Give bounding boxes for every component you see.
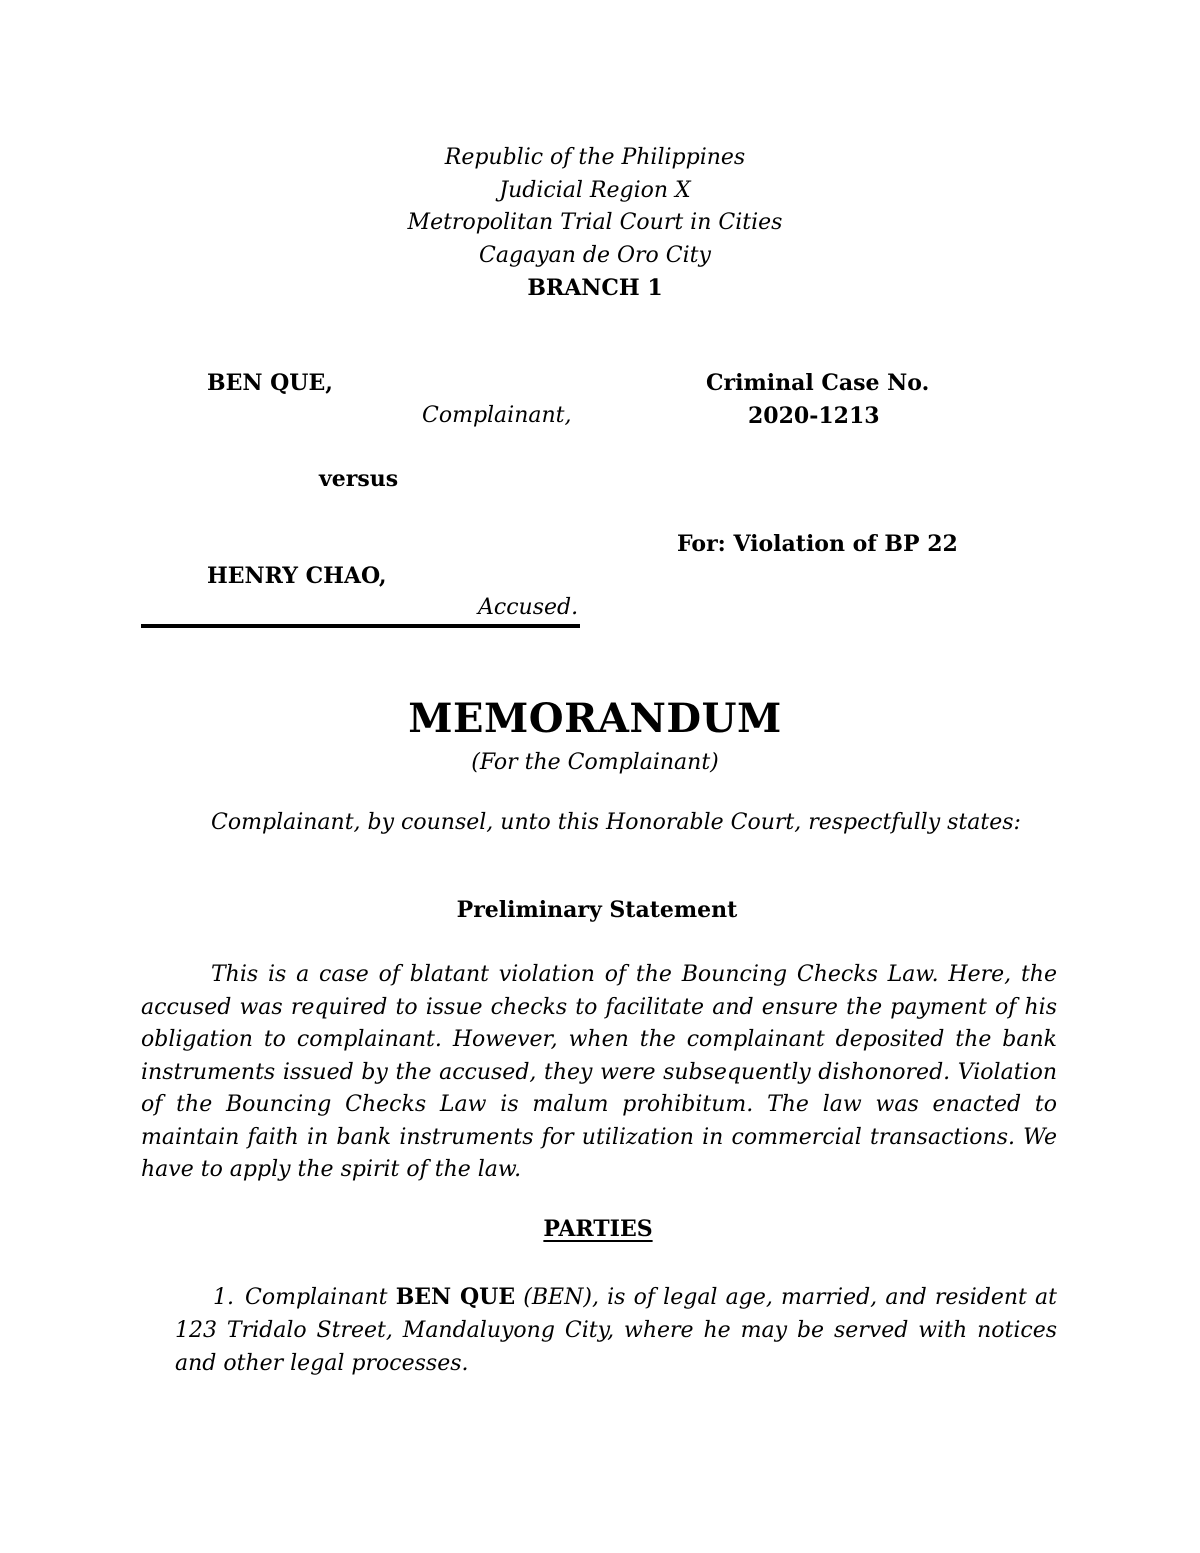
court-header: [0, 142, 1190, 305]
preliminary-text: This is a case of blatant violation of the Bouncing Checks Law. Here, the accused was required to issue checks to facilitate and ensure the payment of his obligation to complainant. However, when the complainant deposited the bank instruments issued by the accused, they were subsequently dishonored. Violation of the Bouncing Checks Law is malum prohibitum. The law was enacted to maintain faith in bank instruments for utilization in commercial transactions. We have to apply the spirit of the law.: [141, 962, 1057, 1182]
party-name: BEN QUE: [395, 1284, 516, 1310]
city-line: Cagayan de Oro City: [479, 242, 711, 268]
branch-line: BRANCH 1: [527, 275, 663, 301]
complainant-name: BEN QUE,: [207, 370, 333, 396]
document-title: MEMORANDUM: [408, 695, 782, 742]
item-number: 1.: [213, 1285, 234, 1310]
caption-divider: [141, 624, 580, 628]
judicial-region-line: Judicial Region X: [499, 177, 691, 203]
intro-statement: Complainant, by counsel, unto this Honorable Court, respectfully states:: [211, 810, 1021, 835]
parties-heading: [0, 1216, 1196, 1242]
complainant-role: Complainant,: [422, 403, 572, 428]
item-text: (BEN), is of legal age, married, and resident at 123 Tridalo Street, Mandaluyong City, where he may be served with notices and other legal processes.: [175, 1285, 1058, 1376]
accused-role: Accused.: [478, 595, 579, 620]
offense-label: For: Violation of BP 22: [677, 531, 958, 557]
republic-line: Republic of the Philippines: [444, 145, 746, 170]
preliminary-paragraph: [141, 959, 1057, 1187]
document-subtitle: (For the Complainant): [471, 750, 719, 775]
accused-name: HENRY CHAO,: [207, 563, 387, 589]
preliminary-heading: Preliminary Statement: [456, 897, 738, 923]
item-lead: Complainant: [245, 1285, 396, 1310]
court-name-line: Metropolitan Trial Court in Cities: [407, 210, 783, 235]
party-item-1: [175, 1281, 1057, 1380]
case-number: 2020-1213: [748, 403, 880, 429]
case-label: Criminal Case No.: [706, 370, 930, 396]
parties-heading-text: PARTIES: [543, 1216, 653, 1242]
versus-label: versus: [319, 466, 399, 492]
